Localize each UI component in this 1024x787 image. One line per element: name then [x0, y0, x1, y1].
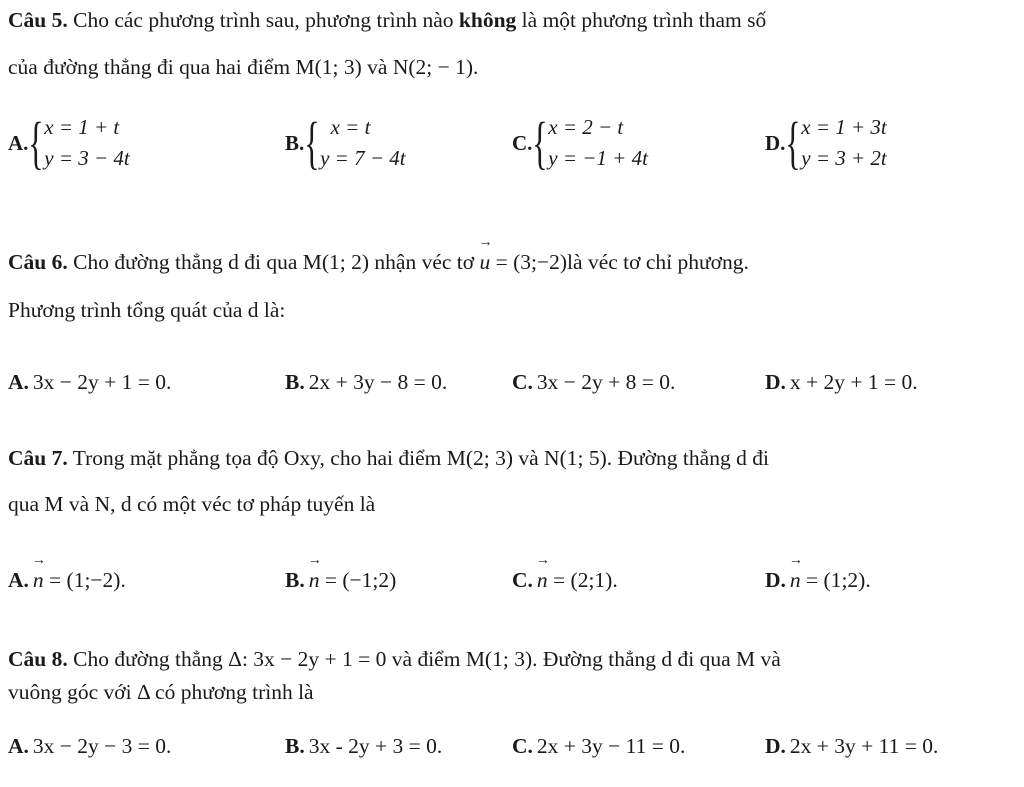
- vector-u: → u: [480, 250, 491, 275]
- q6-option-b[interactable]: [285, 370, 447, 395]
- option-label: C.: [512, 130, 533, 155]
- option-text: 3x − 2y − 3 = 0.: [32, 734, 172, 758]
- q8-label: Câu 8.: [8, 647, 68, 671]
- q5-option-c[interactable]: [512, 112, 648, 174]
- option-label: D.: [765, 568, 786, 592]
- q7-option-d[interactable]: [765, 568, 871, 593]
- q5-line1: [8, 8, 766, 33]
- q5-text-bold: không: [458, 8, 517, 32]
- option-label: C.: [512, 568, 533, 592]
- option-label: D.: [765, 130, 786, 155]
- q5-option-b[interactable]: [285, 112, 406, 174]
- q6-option-c[interactable]: [512, 370, 675, 395]
- q6-option-d[interactable]: [765, 370, 918, 395]
- q7-line1: [8, 446, 769, 471]
- option-label: A.: [8, 370, 29, 394]
- option-label: C.: [512, 734, 533, 758]
- q7-option-a[interactable]: [8, 568, 126, 593]
- q7-line2: qua M và N, d có một véc tơ pháp tuyến là: [8, 492, 376, 516]
- brace-icon: {: [532, 110, 549, 175]
- brace-icon: {: [304, 110, 320, 175]
- q5-text-part2: là một phương trình tham số: [516, 8, 767, 32]
- vector-n: → n: [309, 568, 320, 593]
- option-text: 2x + 3y − 8 = 0.: [308, 370, 448, 394]
- option-label: A.: [8, 734, 29, 758]
- equation: y = −1 + 4t: [548, 146, 648, 170]
- option-label: A.: [8, 568, 29, 592]
- option-text: = (1;−2).: [43, 568, 126, 592]
- equation-system: [44, 112, 130, 174]
- q8-option-b[interactable]: [285, 734, 442, 759]
- option-text: 2x + 3y + 11 = 0.: [789, 734, 939, 758]
- brace-icon: {: [28, 110, 45, 175]
- q6-label: Câu 6.: [8, 250, 68, 274]
- q7-option-c[interactable]: [512, 568, 618, 593]
- q6-line1: [8, 250, 749, 275]
- q5-text-part1: Cho các phương trình sau, phương trình nào: [67, 8, 459, 32]
- q7-label: Câu 7.: [8, 446, 68, 470]
- vector-n: → n: [790, 568, 801, 593]
- option-label: D.: [765, 734, 786, 758]
- equation: x = 1 + t: [44, 115, 120, 139]
- equation: x = 2 − t: [548, 115, 624, 139]
- option-label: B.: [285, 130, 305, 155]
- q7-text-part1: Trong mặt phẳng tọa độ Oxy, cho hai điểm M(2; 3) và N(1; 5). Đường thẳng d đi: [67, 446, 769, 470]
- q5-label: Câu 5.: [8, 8, 68, 32]
- equation: x = 1 + 3t: [801, 115, 887, 139]
- option-label: B.: [285, 568, 305, 592]
- equation-system: [548, 112, 648, 174]
- option-label: D.: [765, 370, 786, 394]
- option-text: x + 2y + 1 = 0.: [789, 370, 918, 394]
- q5-option-d[interactable]: [765, 112, 887, 174]
- q6-text-part2: = (3;−2)là véc tơ chỉ phương.: [490, 250, 749, 274]
- option-label: C.: [512, 370, 533, 394]
- equation-system: [320, 112, 406, 174]
- q7-option-b[interactable]: [285, 568, 396, 593]
- q8-option-c[interactable]: [512, 734, 685, 759]
- option-label: B.: [285, 734, 305, 758]
- vector-n: → n: [33, 568, 44, 593]
- q6-line2: Phương trình tổng quát của d là:: [8, 298, 286, 322]
- equation: x = t: [320, 115, 371, 139]
- option-text: 3x - 2y + 3 = 0.: [308, 734, 443, 758]
- equation: y = 3 − 4t: [44, 146, 130, 170]
- equation: y = 3 + 2t: [801, 146, 887, 170]
- option-text: = (−1;2): [319, 568, 397, 592]
- option-text: = (2;1).: [547, 568, 618, 592]
- q5-line2: của đường thẳng đi qua hai điểm M(1; 3) và N(2; − 1).: [8, 55, 479, 79]
- option-text: = (1;2).: [800, 568, 871, 592]
- option-label: A.: [8, 130, 29, 155]
- q8-line1: [8, 647, 781, 672]
- vector-n: → n: [537, 568, 548, 593]
- brace-icon: {: [785, 110, 802, 175]
- q8-option-a[interactable]: [8, 734, 171, 759]
- q8-option-d[interactable]: [765, 734, 938, 759]
- q6-option-a[interactable]: [8, 370, 171, 395]
- option-text: 3x − 2y + 1 = 0.: [32, 370, 172, 394]
- q5-option-a[interactable]: [8, 112, 130, 174]
- option-text: 2x + 3y − 11 = 0.: [536, 734, 686, 758]
- equation: y = 7 − 4t: [320, 146, 406, 170]
- equation-system: [801, 112, 887, 174]
- option-label: B.: [285, 370, 305, 394]
- q8-text-part1: Cho đường thẳng Δ: 3x − 2y + 1 = 0 và điểm M(1; 3). Đường thẳng d đi qua M và: [67, 647, 781, 671]
- q8-line2: vuông góc với Δ có phương trình là: [8, 680, 314, 704]
- q6-text-part1: Cho đường thẳng d đi qua M(1; 2) nhận véc tơ: [67, 250, 480, 274]
- option-text: 3x − 2y + 8 = 0.: [536, 370, 676, 394]
